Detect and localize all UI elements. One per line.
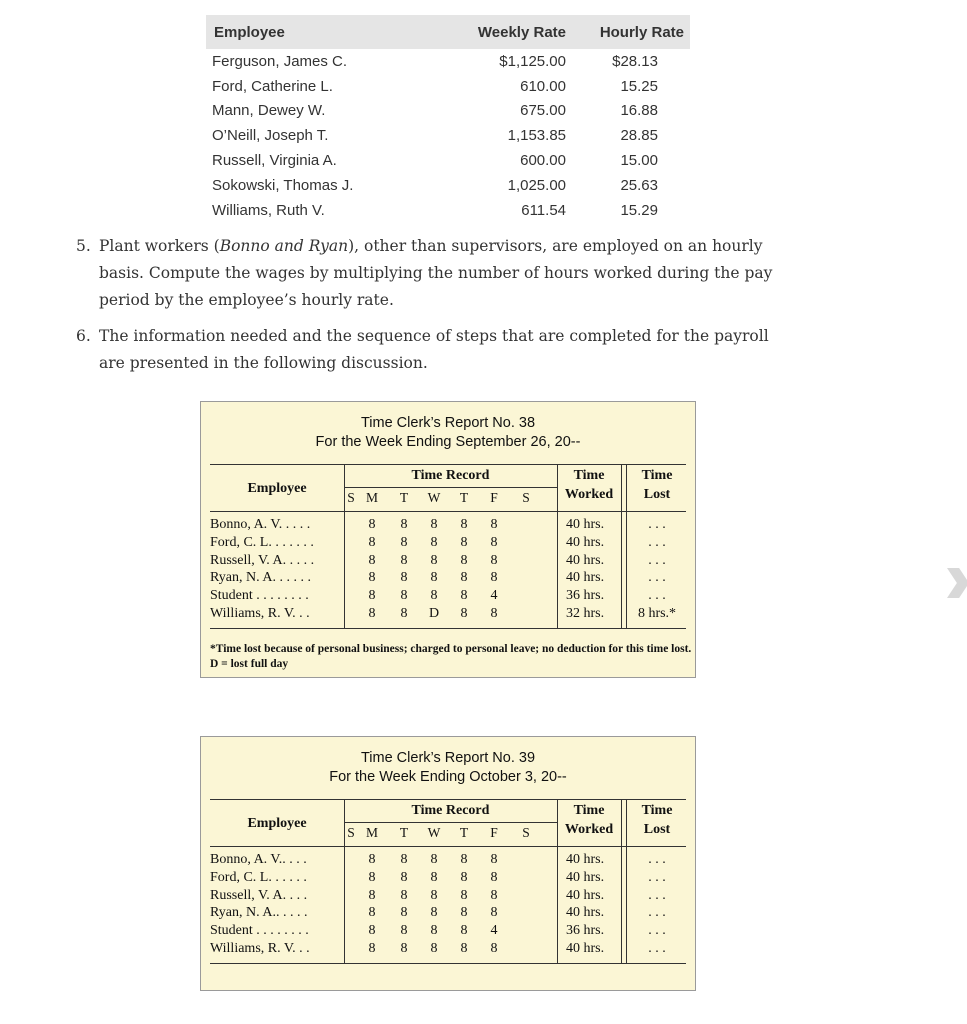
day-hours: 8 [490,887,498,903]
day-hours: 8 [430,534,438,550]
instruction-6 [76,323,796,377]
day-hours: 8 [430,852,438,867]
time-record-rule [344,822,557,823]
rate-table-row [206,123,690,148]
day-hours: 8 [368,552,376,568]
instruction-text: The information needed and the sequence of steps that are completed for the payroll are presented in the following discussion. [99,327,769,372]
day-hours: 8 [400,570,408,586]
time-record-rule [344,487,557,488]
day-hours: 8 [368,517,376,532]
header-time-worked-1: Time [573,803,605,818]
time-worked: 40 hrs. [566,552,605,568]
day-hours: 8 [490,869,498,885]
employee-name: Williams, R. V. . . [210,606,310,621]
day-header: T [459,490,469,505]
footnote: *Time lost because of personal business; charged to personal leave; no deduction for this time lost. [210,642,692,655]
header-employee: Employee [214,23,285,41]
day-hours: 8 [490,606,498,621]
hourly-rate: 15.00 [620,152,658,170]
day-hours: 8 [400,905,408,921]
day-hours: 8 [490,905,498,921]
employee-name: Ryan, N. A. . . . . . [210,570,311,586]
table-row [201,852,695,870]
day-hours: 8 [460,887,468,903]
time-worked: 40 hrs. [566,887,605,903]
table-row [201,941,695,959]
header-time-lost-1: Time [641,468,673,483]
day-hours: 8 [368,588,376,604]
day-hours: 8 [368,923,376,939]
time-lost: . . . [648,941,666,956]
table-row [201,606,695,624]
day-header: T [399,490,409,505]
instruction-text: Plant workers (Bonno and Ryan), other than supervisors, are employed on an hourly basis. Compute the wages by multiplying the number of hours worked during the pay period by the employee’s hourly rate. [99,237,773,309]
day-hours: 8 [400,534,408,550]
rate-table-header [206,15,690,49]
day-hours: 8 [460,923,468,939]
rate-table-row [206,74,690,99]
header-time-lost-2: Lost [643,822,671,837]
time-worked: 40 hrs. [566,905,605,921]
rate-table-row [206,173,690,198]
header-time-worked-2: Worked [564,487,614,502]
table-row [201,535,695,553]
weekly-rate: 675.00 [520,102,566,120]
day-hours: 8 [460,869,468,885]
time-clerk-report-39 [200,736,696,991]
hourly-rate: 25.63 [620,176,658,194]
day-hours: 8 [430,869,438,885]
weekly-rate: $1,125.00 [499,52,566,70]
day-hours: 8 [430,887,438,903]
day-hours: 8 [490,552,498,568]
day-hours: 8 [430,588,438,604]
employee-name: Student . . . . . . . . [210,588,309,604]
table-bottom-rule [210,628,686,629]
day-header: W [427,490,441,505]
day-hours: 8 [490,534,498,550]
weekly-rate: 611.54 [521,201,566,219]
day-hours: 8 [368,905,376,921]
time-lost: . . . [648,887,666,903]
header-time-worked-1: Time [573,468,605,483]
instruction-number: 5. [76,237,91,255]
employee-name: Ford, Catherine L. [212,77,333,95]
day-hours: 8 [368,534,376,550]
day-header: M [365,825,378,840]
rate-table-row [206,198,690,223]
time-lost: . . . [648,905,666,921]
header-time-worked-2: Worked [564,822,614,837]
day-hours: 8 [490,852,498,867]
table-row [201,517,695,535]
day-header: S [522,490,530,505]
time-worked: 36 hrs. [566,923,605,939]
time-lost: . . . [648,517,666,532]
employee-name: Ryan, N. A.. . . . . [210,905,308,921]
time-worked: 40 hrs. [566,852,605,867]
day-header: S [522,825,530,840]
employee-name: Williams, Ruth V. [212,201,325,219]
hourly-rate: 16.88 [620,102,658,120]
day-hours: 8 [430,941,438,956]
day-hours: 8 [368,852,376,867]
day-hours: 8 [368,887,376,903]
hourly-rate: 15.25 [620,77,658,95]
day-hours: 8 [400,887,408,903]
day-hours: 8 [460,588,468,604]
table-row [201,588,695,606]
day-hours: 8 [460,905,468,921]
rate-table [206,15,690,223]
instruction-number: 6. [76,327,91,345]
report-title: Time Clerk’s Report No. 39 [360,750,536,766]
day-header: T [459,825,469,840]
time-worked: 40 hrs. [566,869,605,885]
day-hours: 8 [400,606,408,621]
time-lost: . . . [648,570,666,586]
report-title: Time Clerk’s Report No. 38 [360,415,536,431]
time-worked: 40 hrs. [566,517,605,532]
table-bottom-rule [210,963,686,964]
employee-name: Student . . . . . . . . [210,923,309,939]
day-hours: 8 [460,570,468,586]
rate-table-row [206,148,690,173]
day-header: F [490,825,498,840]
day-hours: 8 [490,570,498,586]
table-row [201,570,695,588]
time-lost: . . . [648,869,666,885]
day-hours: 8 [460,534,468,550]
day-hours: 8 [400,941,408,956]
day-hours: 8 [430,517,438,532]
day-hours: 8 [490,941,498,956]
employee-name: Mann, Dewey W. [212,102,326,120]
day-header: F [490,490,498,505]
employee-name: O’Neill, Joseph T. [212,127,329,145]
day-hours: 8 [430,905,438,921]
table-row [201,553,695,571]
day-hours: 8 [460,552,468,568]
header-hourly-rate: Hourly Rate [599,23,684,41]
employee-name: Bonno, A. V. . . . . [210,517,311,532]
time-worked: 40 hrs. [566,941,605,956]
weekly-rate: 610.00 [520,77,566,95]
day-hours: 8 [460,517,468,532]
time-worked: 40 hrs. [566,534,605,550]
weekly-rate: 1,025.00 [507,176,566,194]
day-hours: 8 [460,852,468,867]
employee-name: Sokowski, Thomas J. [212,176,354,194]
table-row [201,923,695,941]
table-row [201,870,695,888]
time-lost: 8 hrs.* [637,606,677,621]
day-hours: 8 [400,923,408,939]
employee-name: Russell, V. A. . . . [210,887,308,903]
employee-name: Russell, V. A. . . . . [210,552,315,568]
weekly-rate: 1,153.85 [507,127,566,145]
day-header: W [427,825,441,840]
rate-table-row [206,99,690,124]
weekly-rate: 600.00 [520,152,566,170]
day-hours: 8 [368,570,376,586]
header-weekly-rate: Weekly Rate [477,23,566,41]
employee-name: Russell, Virginia A. [212,152,337,170]
day-hours: 8 [430,570,438,586]
table-row [201,888,695,906]
day-hours: 8 [400,517,408,532]
time-lost: . . . [648,552,666,568]
day-header: S [347,825,355,840]
header-bottom-rule [210,511,686,512]
time-lost: . . . [648,534,666,550]
header-time-lost-2: Lost [643,487,671,502]
day-hours: 8 [430,552,438,568]
day-hours: 8 [368,869,376,885]
rate-table-row [206,49,690,74]
time-worked: 40 hrs. [566,570,605,586]
employee-name: Ford, C. L. . . . . . . [210,534,314,550]
time-worked: 36 hrs. [566,588,605,604]
employee-name: Ford, C. L. . . . . . [210,869,307,885]
next-page-arrow-icon[interactable] [947,568,967,598]
footnote-legend: D = lost full day [210,657,289,670]
employee-name: Bonno, A. V.. . . . [210,852,307,867]
day-hours: D [428,606,440,621]
time-lost: . . . [648,852,666,867]
day-hours: 4 [490,923,498,939]
hourly-rate: 28.85 [620,127,658,145]
time-worked: 32 hrs. [566,606,605,621]
table-top-rule [210,464,686,465]
day-header: S [347,490,355,505]
header-time-lost-1: Time [641,803,673,818]
header-employee: Employee [247,816,307,831]
report-subtitle: For the Week Ending September 26, 20-- [315,434,581,450]
instruction-5 [76,233,796,314]
hourly-rate: 15.29 [620,201,658,219]
time-clerk-report-38 [200,401,696,678]
day-hours: 8 [490,517,498,532]
table-row [201,905,695,923]
time-lost: . . . [648,923,666,939]
day-hours: 4 [490,588,498,604]
day-hours: 8 [368,606,376,621]
day-hours: 8 [400,852,408,867]
day-header: T [399,825,409,840]
header-bottom-rule [210,846,686,847]
day-hours: 8 [430,923,438,939]
day-hours: 8 [368,941,376,956]
report-subtitle: For the Week Ending October 3, 20-- [329,769,567,785]
day-hours: 8 [400,588,408,604]
table-top-rule [210,799,686,800]
header-time-record: Time Record [411,803,490,818]
day-hours: 8 [400,869,408,885]
employee-name: Williams, R. V. . . [210,941,310,956]
header-employee: Employee [247,481,307,496]
header-time-record: Time Record [411,468,490,483]
day-header: M [365,490,378,505]
hourly-rate: $28.13 [612,52,658,70]
employee-name: Ferguson, James C. [212,52,348,70]
time-lost: . . . [648,588,666,604]
day-hours: 8 [460,941,468,956]
day-hours: 8 [400,552,408,568]
day-hours: 8 [460,606,468,621]
